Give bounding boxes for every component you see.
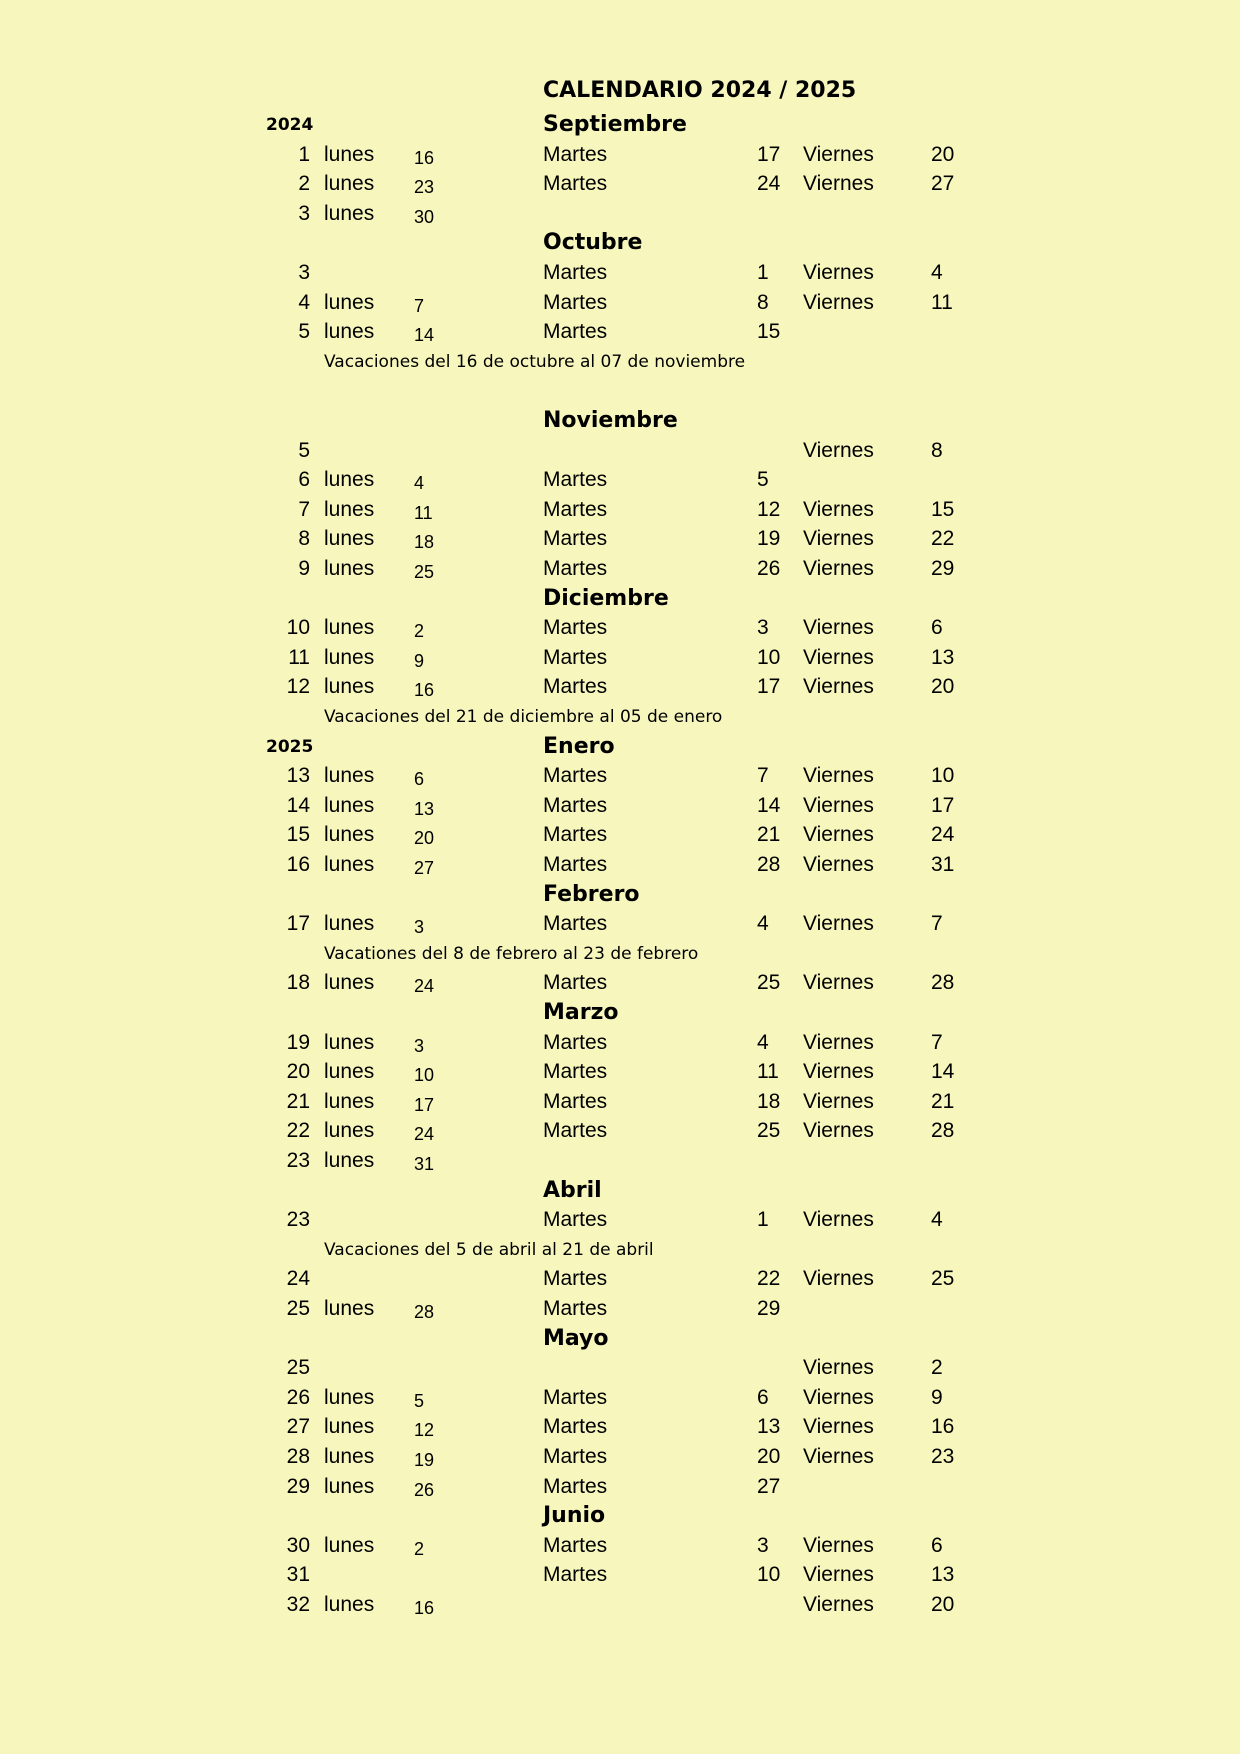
lunes-day: 18 bbox=[414, 532, 435, 553]
martes-day: 4 bbox=[757, 912, 769, 936]
lunes-day: 16 bbox=[414, 1598, 435, 1618]
lunes-label: lunes bbox=[324, 1060, 375, 1084]
lunes-day: 30 bbox=[414, 206, 435, 227]
lunes-label: lunes bbox=[324, 1445, 375, 1468]
viernes-label: Viernes bbox=[803, 764, 874, 788]
viernes-day: 24 bbox=[931, 823, 955, 847]
month-heading: Enero bbox=[543, 733, 615, 759]
lunes-day: 9 bbox=[414, 650, 425, 671]
week-row bbox=[0, 968, 1240, 998]
week-number: 13 bbox=[286, 764, 310, 788]
lunes-day: 2 bbox=[414, 1538, 425, 1559]
viernes-label: Viernes bbox=[803, 971, 874, 995]
week-number: 3 bbox=[298, 201, 310, 225]
viernes-label: Viernes bbox=[803, 1267, 874, 1291]
week-row bbox=[0, 376, 1240, 406]
week-row bbox=[0, 1028, 1240, 1058]
month-row bbox=[0, 1501, 1240, 1531]
week-number: 11 bbox=[288, 645, 310, 669]
viernes-label: Viernes bbox=[803, 1593, 874, 1616]
lunes-label: lunes bbox=[324, 290, 375, 314]
martes-label: Martes bbox=[543, 142, 608, 166]
lunes-label: lunes bbox=[324, 912, 375, 936]
lunes-day: 26 bbox=[414, 1479, 435, 1500]
week-number: 23 bbox=[286, 1208, 310, 1232]
week-number: 25 bbox=[286, 1297, 310, 1320]
week-number: 14 bbox=[286, 793, 310, 817]
viernes-day: 7 bbox=[931, 1030, 943, 1054]
lunes-label: lunes bbox=[324, 1030, 375, 1054]
week-row bbox=[0, 1146, 1240, 1176]
martes-label: Martes bbox=[543, 823, 608, 847]
martes-label: Martes bbox=[543, 853, 608, 876]
month-heading: Septiembre bbox=[543, 112, 687, 137]
lunes-label: lunes bbox=[324, 1385, 375, 1409]
week-number: 30 bbox=[286, 1533, 310, 1557]
lunes-label: lunes bbox=[324, 527, 375, 551]
lunes-label: lunes bbox=[324, 823, 375, 847]
martes-day: 20 bbox=[757, 1445, 781, 1468]
week-number: 25 bbox=[286, 1356, 310, 1380]
lunes-day: 3 bbox=[414, 917, 425, 938]
week-number: 21 bbox=[286, 1089, 310, 1113]
lunes-day: 10 bbox=[414, 1065, 435, 1086]
viernes-day: 10 bbox=[931, 764, 955, 788]
viernes-label: Viernes bbox=[803, 645, 874, 669]
viernes-day: 14 bbox=[931, 1060, 955, 1084]
week-row bbox=[0, 1412, 1240, 1442]
martes-day: 1 bbox=[757, 261, 769, 284]
month-row bbox=[0, 732, 1240, 762]
viernes-label: Viernes bbox=[803, 497, 874, 521]
week-row bbox=[0, 672, 1240, 702]
week-number: 5 bbox=[298, 320, 310, 344]
viernes-day: 13 bbox=[931, 1563, 955, 1587]
martes-day: 17 bbox=[757, 142, 781, 166]
lunes-label: lunes bbox=[324, 557, 375, 580]
month-row bbox=[0, 880, 1240, 910]
viernes-label: Viernes bbox=[803, 290, 874, 314]
martes-label: Martes bbox=[543, 1119, 608, 1143]
week-number: 29 bbox=[286, 1474, 310, 1498]
viernes-day: 4 bbox=[931, 1208, 943, 1232]
week-row bbox=[0, 1353, 1240, 1383]
martes-day: 4 bbox=[757, 1030, 769, 1054]
martes-label: Martes bbox=[543, 1267, 608, 1291]
viernes-day: 7 bbox=[931, 912, 943, 936]
martes-day: 27 bbox=[757, 1474, 781, 1498]
viernes-day: 15 bbox=[931, 497, 955, 521]
week-number: 24 bbox=[286, 1267, 310, 1291]
month-row bbox=[0, 584, 1240, 614]
lunes-day: 4 bbox=[414, 473, 425, 494]
lunes-label: lunes bbox=[324, 201, 375, 225]
week-number: 10 bbox=[286, 616, 310, 640]
viernes-label: Viernes bbox=[803, 1119, 874, 1143]
viernes-day: 8 bbox=[931, 438, 943, 462]
viernes-label: Viernes bbox=[803, 1415, 874, 1439]
viernes-day: 11 bbox=[931, 290, 953, 314]
viernes-day: 27 bbox=[931, 172, 955, 196]
martes-day: 25 bbox=[757, 971, 781, 995]
month-row bbox=[0, 1176, 1240, 1206]
week-row bbox=[0, 1472, 1240, 1502]
martes-label: Martes bbox=[543, 793, 608, 817]
viernes-day: 6 bbox=[931, 1533, 943, 1557]
martes-label: Martes bbox=[543, 1089, 608, 1113]
page-title: CALENDARIO 2024 / 2025 bbox=[543, 78, 857, 103]
year-label: 2025 bbox=[266, 736, 314, 757]
week-number: 9 bbox=[298, 557, 310, 580]
lunes-day: 31 bbox=[414, 1154, 435, 1174]
month-heading: Mayo bbox=[543, 1325, 609, 1351]
viernes-day: 6 bbox=[931, 616, 943, 640]
lunes-day: 24 bbox=[414, 976, 435, 997]
month-row bbox=[0, 1324, 1240, 1354]
viernes-label: Viernes bbox=[803, 1089, 874, 1113]
viernes-label: Viernes bbox=[803, 527, 874, 551]
viernes-day: 17 bbox=[931, 793, 955, 817]
martes-label: Martes bbox=[543, 1030, 608, 1054]
martes-day: 5 bbox=[757, 468, 769, 492]
martes-day: 25 bbox=[757, 1119, 781, 1143]
viernes-label: Viernes bbox=[803, 823, 874, 847]
viernes-label: Viernes bbox=[803, 557, 874, 580]
martes-label: Martes bbox=[543, 1208, 608, 1232]
lunes-day: 11 bbox=[414, 502, 433, 523]
week-row bbox=[0, 465, 1240, 495]
viernes-label: Viernes bbox=[803, 1208, 874, 1232]
month-row bbox=[0, 406, 1240, 436]
lunes-day: 6 bbox=[414, 769, 425, 790]
week-number: 15 bbox=[286, 823, 310, 847]
martes-label: Martes bbox=[543, 497, 608, 521]
lunes-label: lunes bbox=[324, 172, 375, 196]
viernes-label: Viernes bbox=[803, 261, 874, 284]
lunes-label: lunes bbox=[324, 1415, 375, 1439]
week-row bbox=[0, 199, 1240, 229]
martes-label: Martes bbox=[543, 468, 608, 492]
lunes-label: lunes bbox=[324, 1474, 375, 1498]
week-row bbox=[0, 524, 1240, 554]
week-row bbox=[0, 436, 1240, 466]
viernes-label: Viernes bbox=[803, 1060, 874, 1084]
viernes-label: Viernes bbox=[803, 172, 874, 196]
viernes-label: Viernes bbox=[803, 1563, 874, 1587]
lunes-day: 12 bbox=[414, 1420, 435, 1441]
viernes-label: Viernes bbox=[803, 1356, 874, 1380]
week-row bbox=[0, 288, 1240, 318]
week-number: 32 bbox=[286, 1593, 310, 1616]
viernes-day: 29 bbox=[931, 557, 955, 580]
martes-day: 3 bbox=[757, 616, 769, 640]
lunes-label: lunes bbox=[324, 764, 375, 788]
week-row bbox=[0, 554, 1240, 584]
viernes-day: 20 bbox=[931, 675, 955, 699]
viernes-label: Viernes bbox=[803, 616, 874, 640]
week-number: 1 bbox=[298, 142, 310, 166]
martes-label: Martes bbox=[543, 971, 608, 995]
martes-day: 24 bbox=[757, 172, 781, 196]
martes-day: 26 bbox=[757, 557, 781, 580]
viernes-label: Viernes bbox=[803, 438, 874, 462]
lunes-day: 27 bbox=[414, 858, 435, 878]
week-number: 19 bbox=[286, 1030, 310, 1054]
martes-day: 6 bbox=[757, 1385, 769, 1409]
week-row bbox=[0, 909, 1240, 939]
viernes-day: 2 bbox=[931, 1356, 943, 1380]
lunes-label: lunes bbox=[324, 320, 375, 344]
viernes-label: Viernes bbox=[803, 675, 874, 699]
lunes-day: 7 bbox=[414, 295, 425, 316]
lunes-label: lunes bbox=[324, 1533, 375, 1557]
martes-day: 11 bbox=[757, 1060, 779, 1084]
viernes-label: Viernes bbox=[803, 1533, 874, 1557]
viernes-day: 16 bbox=[931, 1415, 955, 1439]
lunes-day: 2 bbox=[414, 621, 425, 642]
week-row bbox=[0, 1205, 1240, 1235]
martes-day: 3 bbox=[757, 1533, 769, 1557]
viernes-day: 20 bbox=[931, 142, 955, 166]
week-row bbox=[0, 1383, 1240, 1413]
week-number: 4 bbox=[298, 290, 310, 314]
martes-day: 1 bbox=[757, 1208, 769, 1232]
martes-day: 17 bbox=[757, 675, 781, 699]
lunes-label: lunes bbox=[324, 616, 375, 640]
week-number: 12 bbox=[286, 675, 310, 699]
martes-day: 10 bbox=[757, 1563, 781, 1587]
lunes-day: 5 bbox=[414, 1390, 425, 1411]
viernes-label: Viernes bbox=[803, 142, 874, 166]
month-heading: Diciembre bbox=[543, 585, 669, 611]
week-row bbox=[0, 1116, 1240, 1146]
martes-label: Martes bbox=[543, 1415, 608, 1439]
viernes-day: 23 bbox=[931, 1445, 955, 1468]
martes-label: Martes bbox=[543, 290, 608, 314]
lunes-day: 19 bbox=[414, 1450, 435, 1470]
note-row bbox=[0, 939, 1240, 969]
week-number: 26 bbox=[286, 1385, 310, 1409]
viernes-day: 25 bbox=[931, 1267, 955, 1291]
viernes-day: 21 bbox=[931, 1089, 955, 1113]
lunes-label: lunes bbox=[324, 142, 375, 166]
viernes-label: Viernes bbox=[803, 853, 874, 876]
week-row bbox=[0, 140, 1240, 170]
martes-label: Martes bbox=[543, 1474, 608, 1498]
martes-day: 28 bbox=[757, 853, 781, 876]
month-row bbox=[0, 998, 1240, 1028]
week-number: 8 bbox=[298, 527, 310, 551]
lunes-label: lunes bbox=[324, 1593, 375, 1616]
month-row bbox=[0, 110, 1240, 140]
lunes-day: 16 bbox=[414, 680, 435, 701]
lunes-day: 14 bbox=[414, 325, 435, 346]
month-heading: Abril bbox=[543, 1177, 602, 1203]
martes-label: Martes bbox=[543, 1445, 608, 1468]
martes-label: Martes bbox=[543, 1533, 608, 1557]
week-row bbox=[0, 258, 1240, 288]
week-row bbox=[0, 1294, 1240, 1324]
martes-day: 10 bbox=[757, 645, 781, 669]
martes-day: 18 bbox=[757, 1089, 781, 1113]
vacation-note: Vacaciones del 5 de abril al 21 de abril bbox=[324, 1239, 654, 1260]
viernes-day: 20 bbox=[931, 1593, 955, 1616]
martes-label: Martes bbox=[543, 1060, 608, 1084]
week-row bbox=[0, 791, 1240, 821]
viernes-label: Viernes bbox=[803, 912, 874, 936]
martes-label: Martes bbox=[543, 527, 608, 551]
week-row bbox=[0, 850, 1240, 880]
viernes-day: 28 bbox=[931, 971, 955, 995]
martes-day: 22 bbox=[757, 1267, 781, 1291]
lunes-day: 24 bbox=[414, 1124, 435, 1145]
lunes-day: 25 bbox=[414, 562, 435, 582]
week-number: 23 bbox=[286, 1149, 310, 1172]
month-heading: Noviembre bbox=[543, 408, 678, 433]
martes-label: Martes bbox=[543, 645, 608, 669]
month-heading: Octubre bbox=[543, 230, 643, 256]
martes-day: 13 bbox=[757, 1415, 781, 1439]
lunes-day: 17 bbox=[414, 1094, 435, 1115]
lunes-day: 23 bbox=[414, 177, 435, 198]
lunes-day: 20 bbox=[414, 828, 435, 849]
martes-day: 19 bbox=[757, 527, 781, 551]
martes-day: 12 bbox=[757, 497, 781, 521]
week-row bbox=[0, 1442, 1240, 1472]
month-heading: Marzo bbox=[543, 1000, 619, 1025]
lunes-label: lunes bbox=[324, 853, 375, 876]
lunes-label: lunes bbox=[324, 1119, 375, 1143]
week-row bbox=[0, 169, 1240, 199]
viernes-day: 13 bbox=[931, 645, 955, 669]
week-number: 17 bbox=[286, 912, 310, 936]
note-row bbox=[0, 347, 1240, 377]
martes-label: Martes bbox=[543, 912, 608, 936]
viernes-label: Viernes bbox=[803, 1030, 874, 1054]
martes-day: 8 bbox=[757, 290, 769, 314]
week-row bbox=[0, 643, 1240, 673]
lunes-day: 3 bbox=[414, 1035, 425, 1056]
martes-label: Martes bbox=[543, 616, 608, 640]
week-number: 7 bbox=[298, 497, 310, 521]
week-row bbox=[0, 1087, 1240, 1117]
week-number: 27 bbox=[286, 1415, 310, 1439]
martes-label: Martes bbox=[543, 1563, 608, 1587]
week-row bbox=[0, 1057, 1240, 1087]
month-heading: Febrero bbox=[543, 881, 640, 907]
week-row bbox=[0, 495, 1240, 525]
week-number: 18 bbox=[286, 971, 310, 995]
viernes-label: Viernes bbox=[803, 793, 874, 817]
viernes-day: 9 bbox=[931, 1385, 943, 1409]
week-row bbox=[0, 1560, 1240, 1590]
lunes-day: 28 bbox=[414, 1302, 435, 1322]
lunes-label: lunes bbox=[324, 1297, 375, 1320]
week-row bbox=[0, 1264, 1240, 1294]
week-number: 3 bbox=[298, 261, 310, 284]
lunes-label: lunes bbox=[324, 497, 375, 521]
lunes-day: 13 bbox=[414, 798, 435, 819]
month-row bbox=[0, 228, 1240, 258]
martes-label: Martes bbox=[543, 172, 608, 196]
martes-label: Martes bbox=[543, 1385, 608, 1409]
lunes-label: lunes bbox=[324, 675, 375, 699]
week-number: 28 bbox=[286, 1445, 310, 1468]
martes-day: 7 bbox=[757, 764, 769, 788]
week-number: 5 bbox=[298, 438, 310, 462]
month-heading: Junio bbox=[543, 1503, 606, 1529]
lunes-label: lunes bbox=[324, 1149, 375, 1172]
week-number: 2 bbox=[298, 172, 310, 196]
martes-label: Martes bbox=[543, 261, 608, 284]
vacation-note: Vacaciones del 21 de diciembre al 05 de enero bbox=[324, 707, 723, 727]
viernes-day: 22 bbox=[931, 527, 955, 551]
week-number: 20 bbox=[286, 1060, 310, 1084]
week-row bbox=[0, 1531, 1240, 1561]
viernes-day: 28 bbox=[931, 1119, 955, 1143]
lunes-label: lunes bbox=[324, 793, 375, 817]
viernes-label: Viernes bbox=[803, 1385, 874, 1409]
martes-day: 15 bbox=[757, 320, 781, 344]
week-row bbox=[0, 820, 1240, 850]
week-row bbox=[0, 761, 1240, 791]
lunes-label: lunes bbox=[324, 645, 375, 669]
year-label: 2024 bbox=[266, 115, 314, 135]
martes-label: Martes bbox=[543, 1297, 608, 1320]
martes-day: 29 bbox=[757, 1297, 781, 1320]
martes-label: Martes bbox=[543, 557, 608, 580]
week-number: 6 bbox=[298, 468, 310, 492]
martes-day: 14 bbox=[757, 793, 781, 817]
lunes-label: lunes bbox=[324, 468, 375, 492]
martes-label: Martes bbox=[543, 764, 608, 788]
week-number: 31 bbox=[286, 1563, 310, 1587]
lunes-label: lunes bbox=[324, 971, 375, 995]
week-row bbox=[0, 317, 1240, 347]
lunes-label: lunes bbox=[324, 1089, 375, 1113]
week-number: 16 bbox=[286, 853, 310, 876]
viernes-day: 4 bbox=[931, 261, 943, 284]
note-row bbox=[0, 1235, 1240, 1265]
lunes-day: 16 bbox=[414, 147, 435, 168]
week-row bbox=[0, 1590, 1240, 1620]
viernes-day: 31 bbox=[931, 853, 955, 876]
martes-label: Martes bbox=[543, 675, 608, 699]
viernes-label: Viernes bbox=[803, 1445, 874, 1468]
vacation-note: Vacaciones del 16 de octubre al 07 de noviembre bbox=[324, 351, 746, 372]
week-row bbox=[0, 613, 1240, 643]
martes-label: Martes bbox=[543, 320, 608, 344]
week-number: 22 bbox=[286, 1119, 310, 1143]
martes-day: 21 bbox=[757, 823, 781, 847]
vacation-note: Vacationes del 8 de febrero al 23 de febrero bbox=[324, 943, 699, 964]
note-row bbox=[0, 702, 1240, 732]
